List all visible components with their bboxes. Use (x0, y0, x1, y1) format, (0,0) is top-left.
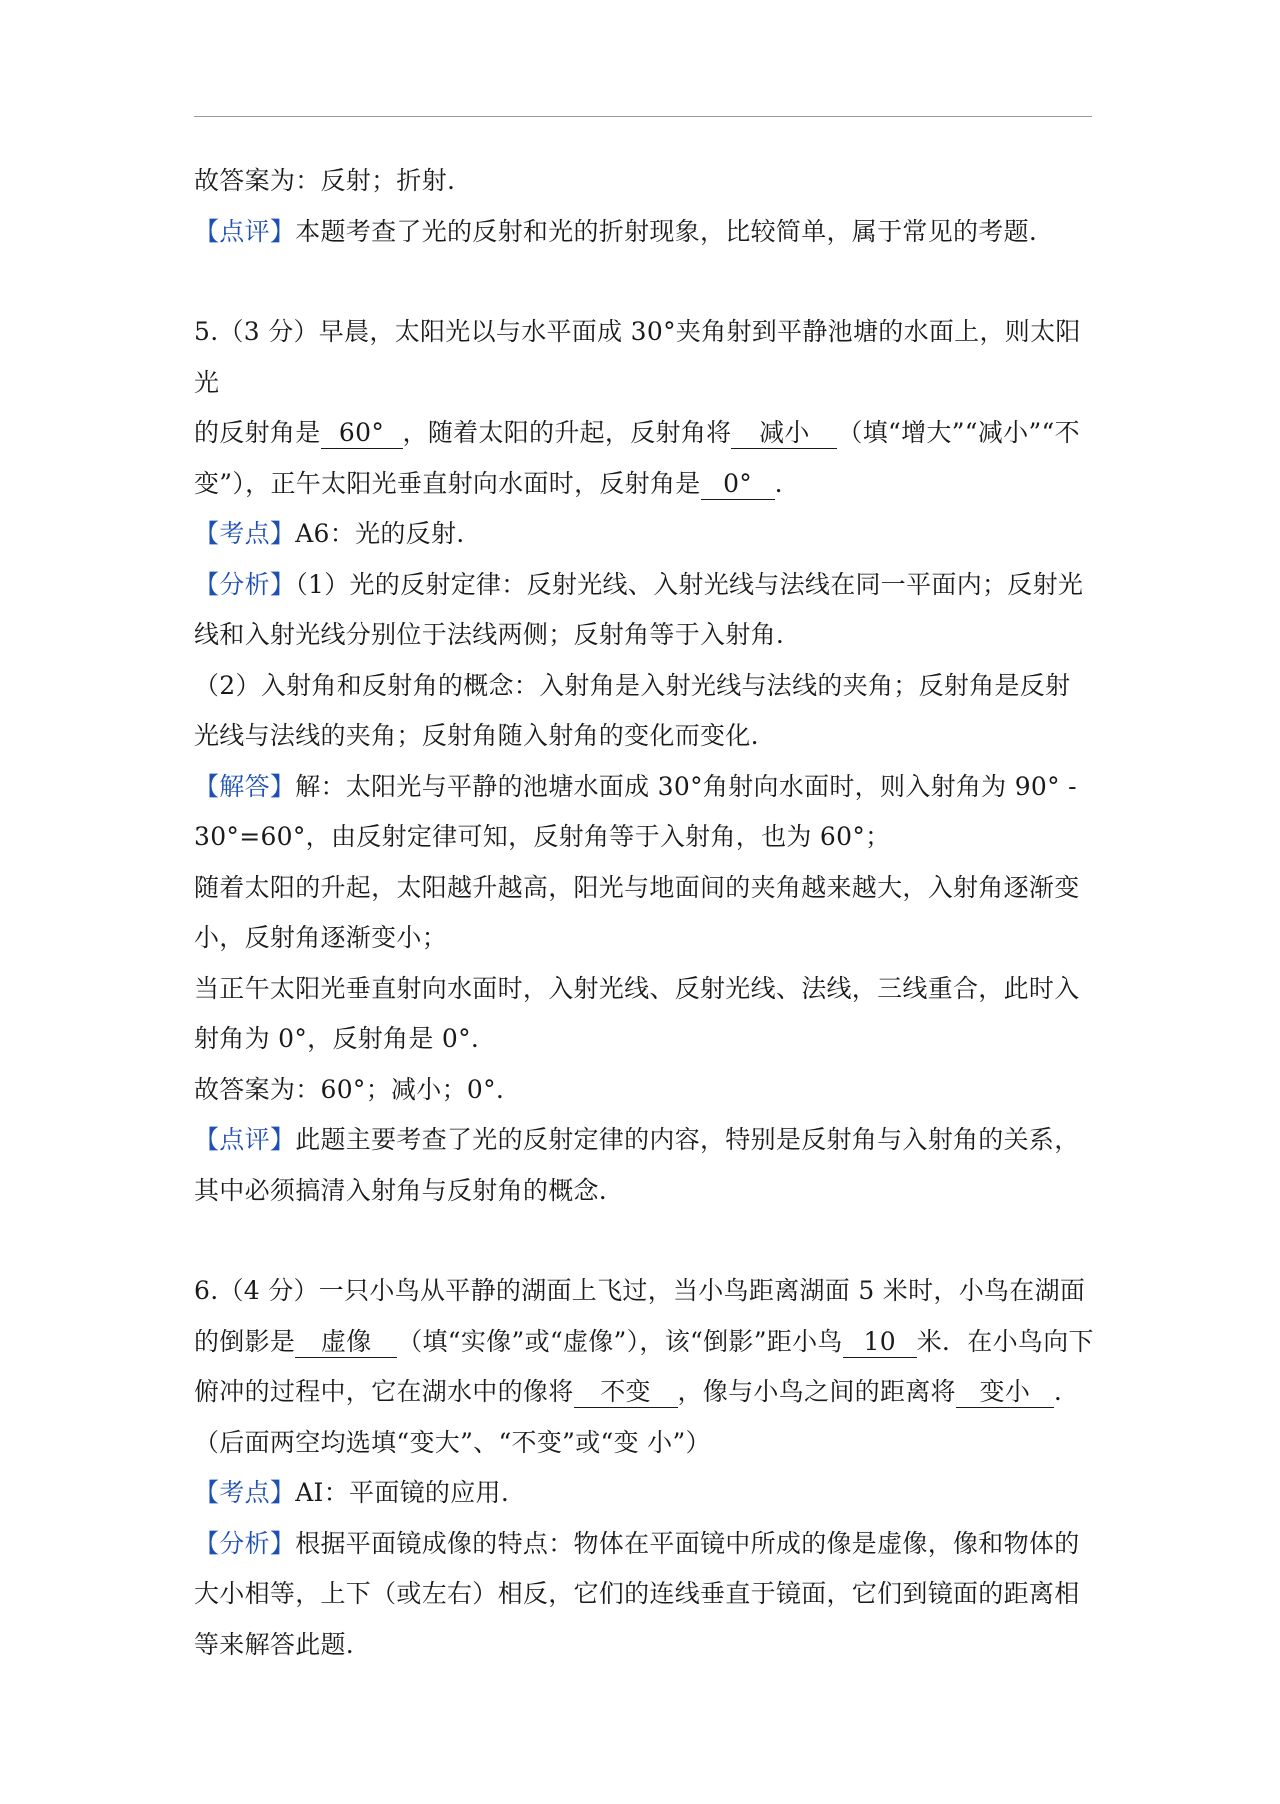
review-tag: 【点评】 (194, 1125, 296, 1154)
fenxi-tag: 【分析】 (194, 569, 296, 599)
q5-jieda-line3: 随着太阳的升起，太阳越升越高，阳光与地面间的夹角越来越大，入射角逐渐变 (194, 872, 1080, 902)
q5-jieda-line1 (194, 762, 1094, 813)
q4-review-text: 本题考查了光的反射和光的折射现象，比较简单，属于常见的考题. (295, 216, 1038, 246)
q6-stem-line2 (194, 1317, 1094, 1368)
q6-text: . (1053, 1377, 1063, 1406)
q5-kaodian (194, 509, 1094, 560)
q6-answer-blank-2: 10 (843, 1327, 917, 1358)
q6-kaodian (194, 1468, 1094, 1519)
q5-text: 的反射角是 (194, 418, 321, 447)
q5-review-line1 (194, 1115, 1094, 1166)
header-divider (194, 116, 1092, 117)
q6-fenxi-line3: 等来解答此题. (194, 1629, 355, 1659)
q4-answer-line: 故答案为：反射；折射. (194, 166, 456, 195)
q5-fenxi-line2: 线和入射光线分别位于法线两侧；反射角等于入射角. (194, 620, 785, 649)
q5-stem-line1: 5.（3 分）早晨，太阳光以与水平面成 30°夹角射到平静池塘的水面上，则太阳光 (194, 317, 1081, 397)
review-tag: 【点评】 (194, 216, 296, 246)
q5-review-line2: 其中必须搞清入射角与反射角的概念. (194, 1175, 608, 1205)
q5-text: . (774, 468, 783, 498)
q6-answer-blank-4: 变小 (956, 1377, 1054, 1408)
fenxi-tag: 【分析】 (194, 1528, 296, 1558)
q5-answer-blank-1: 60° (321, 418, 403, 449)
q6-stem-line3 (194, 1367, 1094, 1418)
q6-stem-line1: 6.（4 分）一只小鸟从平静的湖面上飞过，当小鸟距离湖面 5 米时，小鸟在湖面 (194, 1276, 1086, 1305)
q5-text: ，随着太阳的升起，反射角将 (402, 418, 732, 447)
q6-text: 的倒影是 (194, 1326, 296, 1356)
q5-fenxi-line3: （2）入射角和反射角的概念：入射角是入射光线与法线的夹角；反射角是反射 (194, 670, 1071, 700)
q6-fenxi-line1 (194, 1519, 1094, 1570)
q5-text: 变”），正午太阳光垂直射向水面时，反射角是 (194, 468, 701, 498)
q5-stem-line2 (194, 408, 1094, 459)
q6-fenxi-line2: 大小相等，上下（或左右）相反，它们的连线垂直于镜面，它们到镜面的距离相 (194, 1579, 1080, 1608)
q6-stem-line4: （后面两空均选填“变大”、“不变”或“变 小”） (194, 1427, 711, 1457)
q5-fenxi-line4: 光线与法线的夹角；反射角随入射角的变化而变化. (194, 721, 759, 750)
section-gap (194, 257, 1094, 307)
q6-answer-blank-3: 不变 (574, 1377, 678, 1408)
q5-fenxi-line1 (194, 560, 1094, 611)
q6-fenxi-text: 根据平面镜成像的特点：物体在平面镜中所成的像是虚像，像和物体的 (295, 1528, 1080, 1558)
q5-jieda-line2: 30°=60°，由反射定律可知，反射角等于入射角，也为 60°； (194, 822, 891, 851)
section-gap (194, 1216, 1094, 1266)
q5-stem-line3 (194, 459, 1094, 510)
q5-jieda-line4: 小，反射角逐渐变小； (194, 923, 448, 952)
q5-answer-blank-2: 减小 (731, 418, 837, 449)
kaodian-tag: 【考点】 (194, 519, 296, 548)
kaodian-tag: 【考点】 (194, 1478, 296, 1507)
jieda-tag: 【解答】 (194, 771, 296, 801)
q5-text: （填“增大”“减小”“不 (837, 418, 1080, 447)
q6-text: 米．在小鸟向下 (916, 1326, 1094, 1356)
q5-jieda-line5: 当正午太阳光垂直射向水面时，入射光线、反射光线、法线，三线重合，此时入 (194, 973, 1080, 1003)
q5-fenxi-text: （1）光的反射定律：反射光线、入射光线与法线在同一平面内；反射光 (295, 569, 1084, 599)
q6-text: 俯冲的过程中，它在湖水中的像将 (194, 1377, 574, 1406)
q5-kaodian-text: A6：光的反射. (295, 519, 465, 548)
document-body (194, 156, 1094, 1670)
q4-review (194, 207, 1094, 258)
q5-review-text: 此题主要考查了光的反射定律的内容，特别是反射角与入射角的关系， (295, 1125, 1080, 1154)
q6-kaodian-text: AI：平面镜的应用. (295, 1478, 510, 1507)
q5-answer-line: 故答案为：60°；减小；0°. (194, 1074, 505, 1104)
q5-jieda-line6: 射角为 0°，反射角是 0°. (194, 1024, 480, 1053)
q6-text: ，像与小鸟之间的距离将 (677, 1377, 956, 1406)
q6-text: （填“实像”或“虚像”），该“倒影”距小鸟 (397, 1326, 843, 1356)
q6-answer-blank-1: 虚像 (295, 1327, 397, 1358)
q5-jieda-text: 解：太阳光与平静的池塘水面成 30°角射向水面时，则入射角为 90° - (295, 771, 1077, 801)
q5-answer-blank-3: 0° (701, 469, 775, 500)
